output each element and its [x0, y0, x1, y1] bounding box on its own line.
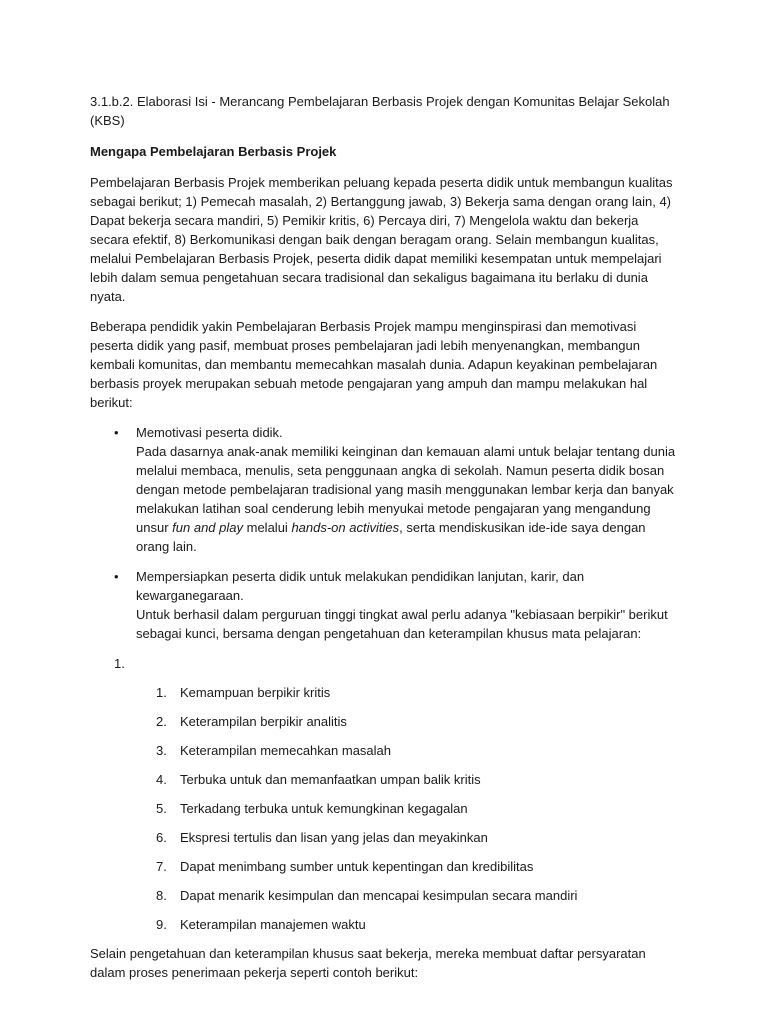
list-item: 2. Keterampilan berpikir analitis: [156, 714, 347, 729]
list-item: 1. Kemampuan berpikir kritis: [156, 685, 331, 700]
bullet-body: Untuk berhasil dalam perguruan tinggi tingkat awal perlu adanya "kebiasaan berpikir" berikut sebagai kunci, bersama dengan pengetahuan dan keterampilan khusus mata pelajaran:: [136, 607, 668, 641]
list-item: 9. Keterampilan manajemen waktu: [156, 917, 366, 932]
benefits-list: [90, 423, 678, 643]
list-item: 5. Terkadang terbuka untuk kemungkinan kegagalan: [156, 801, 468, 816]
bullet-icon: •: [114, 425, 119, 440]
paragraph-requirements: Selain pengetahuan dan keterampilan khusus saat bekerja, mereka membuat daftar persyaratan dalam proses penerimaan pekerja seperti contoh berikut:: [90, 946, 646, 980]
emphasis-text: hands-on activities: [291, 520, 400, 535]
bullet-icon: •: [114, 569, 119, 584]
bullet-title: Mempersiapkan peserta didik untuk melakukan pendidikan lanjutan, karir, dan kewarganegaraan.: [136, 569, 585, 603]
document-heading: 3.1.b.2. Elaborasi Isi - Merancang Pembelajaran Berbasis Projek dengan Komunitas Belajar Sekolah (KBS): [90, 94, 670, 128]
section-title: Mengapa Pembelajaran Berbasis Projek: [90, 144, 337, 159]
list-item: 8. Dapat menarik kesimpulan dan mencapai kesimpulan secara mandiri: [156, 888, 578, 903]
outer-list-number: 1.: [114, 656, 125, 671]
list-item: 4. Terbuka untuk dan memanfaatkan umpan balik kritis: [156, 772, 481, 787]
skills-list: [90, 683, 678, 934]
bullet-body: Pada dasarnya anak-anak memiliki keinginan dan kemauan alami untuk belajar tentang dunia melalui membaca, menulis, seta penggunaan angka di sekolah. Namun peserta didik bosan dengan metode pembelajaran tradisional yang masih menggunakan lembar kerja dan banyak melakukan latihan soal cenderung lebih menyukai metode pengajaran yang mengandung unsur fun and play melalui hands-on activities, serta mendiskusikan ide-ide saya dengan orang lain.: [136, 444, 676, 554]
document-page: [90, 92, 678, 993]
bullet-title: Memotivasi peserta didik.: [136, 425, 283, 440]
paragraph-beliefs: Beberapa pendidik yakin Pembelajaran Berbasis Projek mampu menginspirasi dan memotivasi peserta didik yang pasif, membuat proses pembelajaran jadi lebih menyenangkan, membangun kembali komunitas, dan membantu memecahkan masalah dunia. Adapun keyakinan pembelajaran berbasis proyek merupakan sebuah metode pengajaran yang ampuh dan mampu melakukan hal berikut:: [90, 319, 658, 410]
list-item-motivate: [90, 423, 678, 556]
list-item: 6. Ekspresi tertulis dan lisan yang jelas dan meyakinkan: [156, 830, 488, 845]
list-item: 7. Dapat menimbang sumber untuk kepentingan dan kredibilitas: [156, 859, 534, 874]
emphasis-text: fun and play: [172, 520, 243, 535]
list-item: 3. Keterampilan memecahkan masalah: [156, 743, 391, 758]
list-item-prepare: [90, 567, 678, 643]
paragraph-intro: Pembelajaran Berbasis Projek memberikan peluang kepada peserta didik untuk membangun kualitas sebagai berikut; 1) Pemecah masalah, 2) Bertanggung jawab, 3) Bekerja sama dengan orang lain, 4) Dapat bekerja secara mandiri, 5) Pemikir kritis, 6) Percaya diri, 7) Mengelola waktu dan bekerja secara efektif, 8) Berkomunikasi dengan baik dengan beragam orang. Selain membangun kualitas, melalui Pembelajaran Berbasis Projek, peserta didik dapat memiliki kesempatan untuk mempelajari lebih dalam semua pengetahuan secara tradisional dan sekaligus bagaimana itu berlaku di dunia nyata.: [90, 175, 673, 304]
